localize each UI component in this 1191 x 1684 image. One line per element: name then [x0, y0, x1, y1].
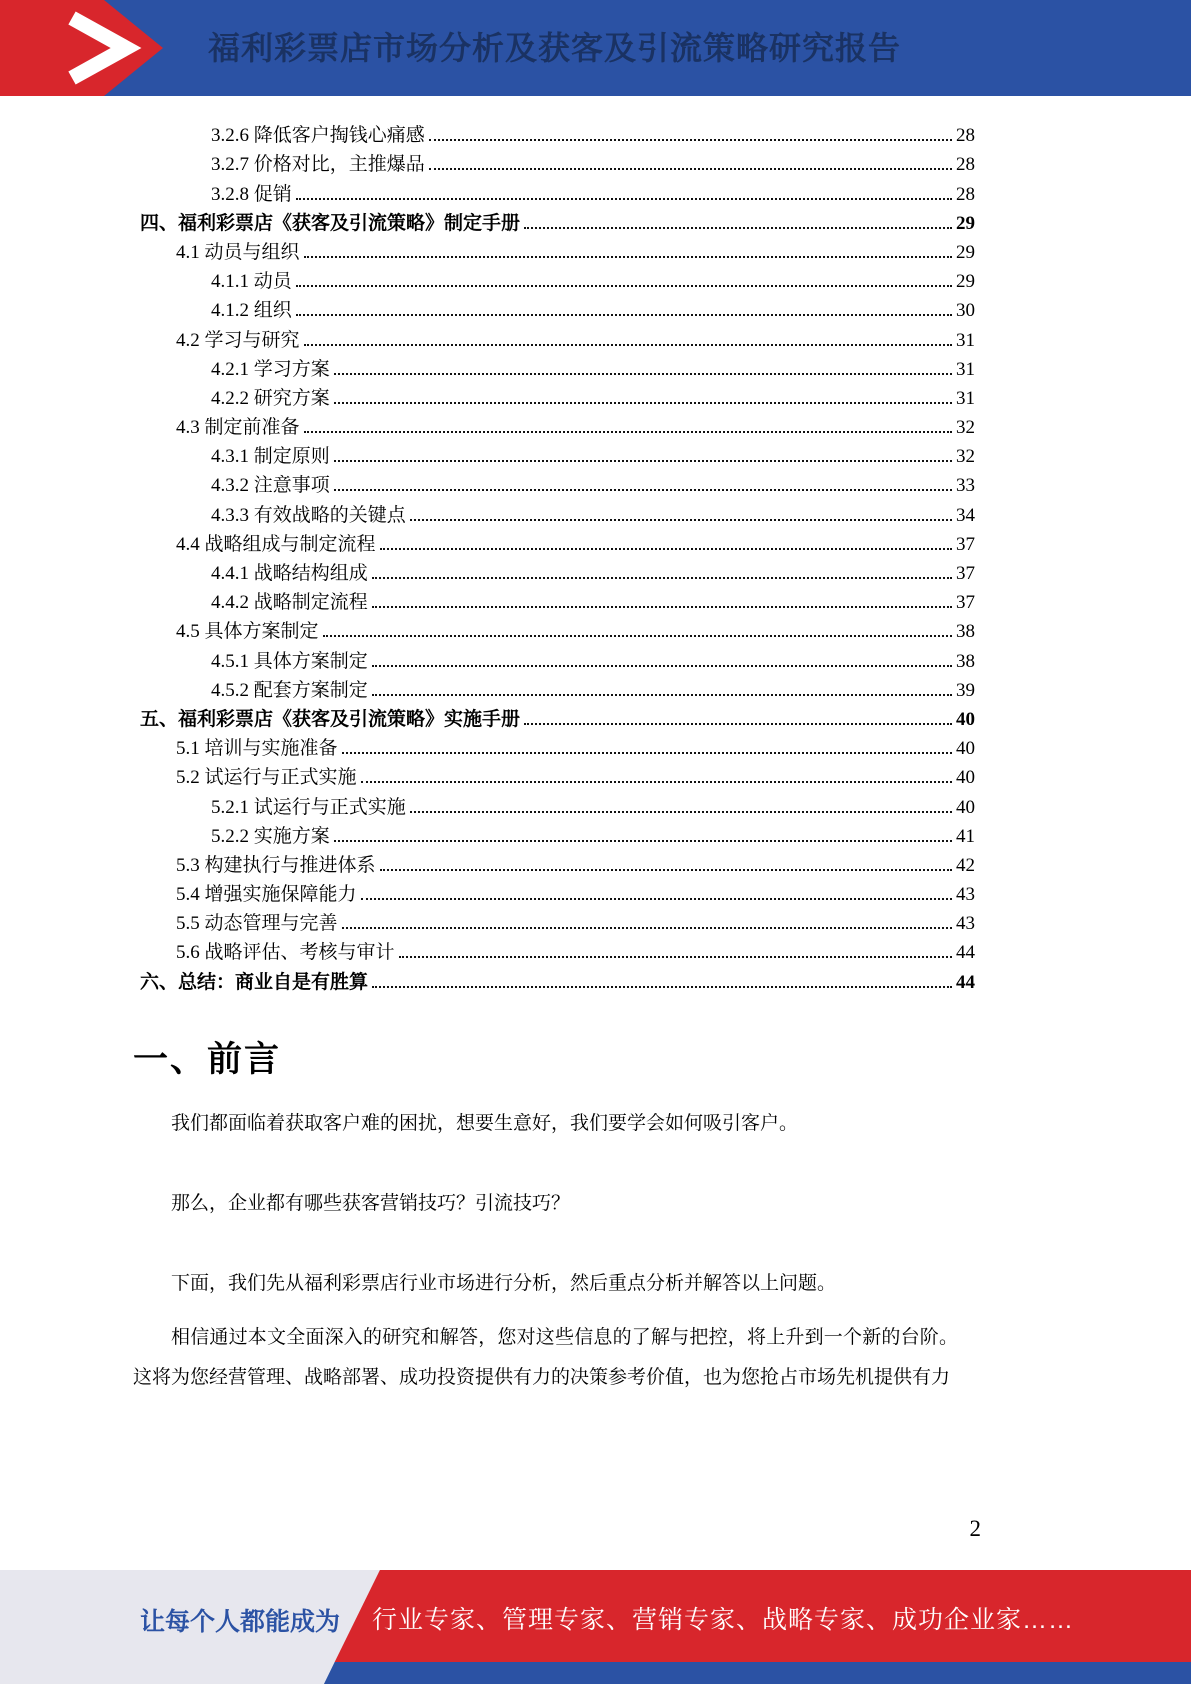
toc-entry-label: 4.4.1 战略结构组成	[211, 563, 368, 584]
toc-dot-leader	[296, 285, 952, 287]
toc-page-number: 28	[956, 125, 975, 147]
toc-page-number: 42	[956, 854, 975, 876]
toc-page-number: 32	[956, 446, 975, 468]
toc-page-number: 37	[956, 592, 975, 614]
toc-dot-leader	[361, 898, 952, 900]
toc-page-number: 37	[956, 533, 975, 555]
toc-entry-label: 4.3.3 有效战略的关键点	[211, 504, 406, 526]
toc-page-number: 29	[956, 271, 975, 293]
toc-dot-leader	[334, 840, 952, 842]
toc-entry	[0, 614, 975, 643]
red-chevron-right-icon	[0, 0, 168, 96]
toc-page-number: 38	[956, 650, 975, 672]
toc-entry-label: 4.3.1 制定原则	[211, 446, 330, 468]
footer-slogan-left: 让每个人都能成为	[140, 1608, 341, 1636]
toc-entry	[0, 906, 975, 935]
toc-dot-leader	[372, 606, 952, 608]
toc-entry-label: 3.2.6 降低客户掏钱心痛感	[211, 125, 425, 147]
toc-page-number: 40	[956, 738, 975, 760]
toc-entry-label: 5.6 战略评估、考核与审计	[176, 942, 395, 964]
toc-entry	[0, 235, 975, 264]
toc-entry-label: 4.2.2 研究方案	[211, 387, 330, 409]
toc-entry-label: 4.3.2 注意事项	[211, 475, 330, 497]
toc-dot-leader	[296, 198, 952, 200]
toc-entry-label: 5.5 动态管理与完善	[176, 913, 338, 935]
toc-dot-leader	[410, 519, 952, 521]
toc-dot-leader	[334, 489, 952, 491]
toc-page-number: 31	[956, 329, 975, 351]
toc-entry-label: 5.3 构建执行与推进体系	[176, 854, 376, 876]
toc-page-number: 29	[956, 212, 975, 234]
body-paragraph: 下面，我们先从福利彩票店行业市场进行分析，然后重点分析并解答以上问题。	[171, 1273, 837, 1294]
toc-entry-label: 4.4.2 战略制定流程	[211, 592, 368, 614]
footer-slogan-right: 行业专家、管理专家、营销专家、战略专家、成功企业家……	[372, 1606, 1075, 1634]
toc-dot-leader	[524, 227, 952, 229]
toc-entry	[0, 206, 975, 235]
toc-dot-leader	[429, 168, 952, 170]
toc-entry-label: 5.2.1 试运行与正式实施	[211, 796, 406, 818]
toc-entry	[0, 381, 975, 410]
toc-entry	[0, 702, 975, 731]
toc-entry	[0, 176, 975, 205]
toc-dot-leader	[524, 723, 952, 725]
toc-entry-label: 五、福利彩票店《获客及引流策略》实施手册	[140, 708, 521, 730]
toc-entry	[0, 789, 975, 818]
toc-dot-leader	[372, 665, 952, 667]
toc-dot-leader	[334, 402, 952, 404]
header-banner	[0, 0, 1191, 96]
toc-page-number: 34	[956, 504, 975, 526]
toc-entry	[0, 439, 975, 468]
toc-page-number: 39	[956, 679, 975, 701]
toc-dot-leader	[399, 956, 952, 958]
toc-entry	[0, 935, 975, 964]
toc-entry	[0, 731, 975, 760]
toc-entry	[0, 760, 975, 789]
toc-entry-label: 4.5 具体方案制定	[176, 621, 319, 643]
toc-dot-leader	[342, 927, 952, 929]
toc-page-number: 38	[956, 621, 975, 643]
toc-entry	[0, 877, 975, 906]
toc-dot-leader	[410, 811, 952, 813]
toc-entry-label: 4.3 制定前准备	[176, 417, 300, 439]
toc-entry-label: 六、总结：商业自是有胜算	[140, 971, 369, 993]
toc-dot-leader	[334, 460, 952, 462]
toc-page-number: 30	[956, 300, 975, 322]
toc-entry-label: 4.2.1 学习方案	[211, 358, 330, 380]
toc-list	[0, 118, 975, 994]
toc-entry-label: 4.5.1 具体方案制定	[211, 650, 368, 672]
toc-dot-leader	[372, 577, 952, 579]
toc-entry	[0, 264, 975, 293]
toc-entry-label: 4.1.1 动员	[211, 271, 292, 293]
toc-entry-label: 5.2.2 实施方案	[211, 825, 330, 847]
toc-dot-leader	[380, 548, 952, 550]
toc-entry-label: 5.2 试运行与正式实施	[176, 767, 357, 789]
toc-entry-label: 4.1.2 组织	[211, 300, 292, 322]
toc-dot-leader	[380, 869, 952, 871]
toc-dot-leader	[304, 344, 952, 346]
toc-page-number: 40	[956, 796, 975, 818]
toc-entry-label: 4.4 战略组成与制定流程	[176, 533, 376, 555]
toc-entry	[0, 964, 975, 993]
toc-entry	[0, 410, 975, 439]
toc-entry-label: 5.4 增强实施保障能力	[176, 884, 357, 906]
toc-dot-leader	[342, 752, 952, 754]
toc-page-number: 33	[956, 475, 975, 497]
toc-entry-label: 4.1 动员与组织	[176, 241, 300, 263]
toc-dot-leader	[361, 781, 952, 783]
toc-entry	[0, 585, 975, 614]
toc-page-number: 28	[956, 183, 975, 205]
toc-page-number: 28	[956, 154, 975, 176]
toc-page-number: 43	[956, 884, 975, 906]
toc-entry-label: 四、福利彩票店《获客及引流策略》制定手册	[140, 212, 521, 234]
toc-entry	[0, 848, 975, 877]
body-paragraph: 那么，企业都有哪些获客营销技巧？引流技巧？	[171, 1193, 571, 1214]
toc-page-number: 44	[956, 942, 975, 964]
toc-page-number: 40	[956, 767, 975, 789]
toc-entry-label: 4.5.2 配套方案制定	[211, 679, 368, 701]
toc-dot-leader	[429, 139, 952, 141]
toc-entry	[0, 118, 975, 147]
toc-dot-leader	[304, 256, 952, 258]
toc-entry-label: 5.1 培训与实施准备	[176, 738, 338, 760]
toc-entry	[0, 352, 975, 381]
toc-page-number: 43	[956, 913, 975, 935]
footer-banner	[0, 1570, 1191, 1684]
toc-entry	[0, 527, 975, 556]
toc-dot-leader	[304, 431, 952, 433]
toc-entry	[0, 322, 975, 351]
toc-entry-label: 3.2.7 价格对比，主推爆品	[211, 154, 425, 176]
toc-entry	[0, 293, 975, 322]
toc-page-number: 32	[956, 417, 975, 439]
page-number: 2	[969, 1516, 981, 1541]
toc-entry	[0, 643, 975, 672]
toc-entry	[0, 468, 975, 497]
toc-entry-label: 4.2 学习与研究	[176, 329, 300, 351]
section-heading: 一、前言	[133, 1040, 282, 1079]
body-paragraph: 我们都面临着获取客户难的困扰，想要生意好，我们要学会如何吸引客户。	[171, 1113, 799, 1134]
toc-entry	[0, 147, 975, 176]
report-title: 福利彩票店市场分析及获客及引流策略研究报告	[208, 30, 902, 66]
toc-page-number: 44	[956, 971, 975, 993]
toc-entry	[0, 556, 975, 585]
toc-entry	[0, 673, 975, 702]
toc-dot-leader	[296, 314, 952, 316]
toc-dot-leader	[334, 373, 952, 375]
toc-page-number: 31	[956, 358, 975, 380]
body-paragraphs	[133, 1096, 985, 1398]
toc-entry	[0, 497, 975, 526]
toc-dot-leader	[323, 635, 952, 637]
toc-page-number: 37	[956, 563, 975, 584]
toc-entry	[0, 819, 975, 848]
toc-dot-leader	[372, 986, 952, 988]
toc-entry-label: 3.2.8 促销	[211, 183, 292, 205]
toc-page-number: 31	[956, 387, 975, 409]
toc-page-number: 41	[956, 825, 975, 847]
toc-page-number: 40	[956, 708, 975, 730]
toc-dot-leader	[372, 694, 952, 696]
body-paragraph: 相信通过本文全面深入的研究和解答，您对这些信息的了解与把控，将上升到一个新的台阶。这将为您经营管理、战略部署、成功投资提供有力的决策参考价值，也为您抢占市场先机提供有力	[133, 1327, 958, 1388]
toc-page-number: 29	[956, 241, 975, 263]
